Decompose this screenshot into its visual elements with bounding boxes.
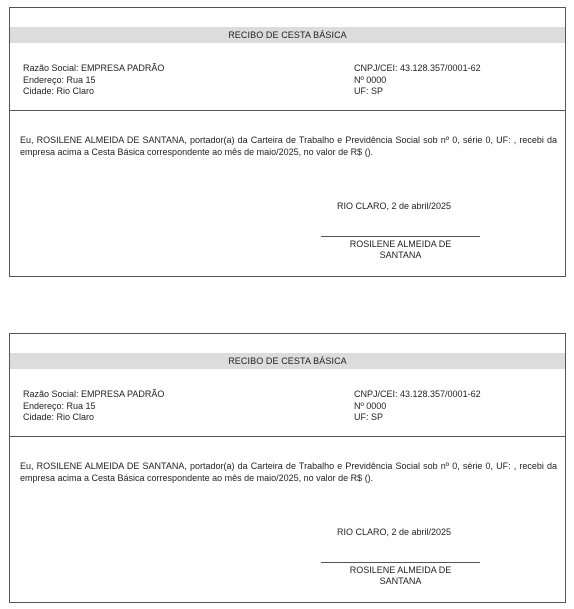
company-city: Cidade: Rio Claro [23,412,95,422]
receipt-title: RECIBO DE CESTA BÁSICA [10,353,565,369]
company-number: Nº 0000 [354,74,387,85]
company-uf: UF: SP [354,412,384,422]
company-cnpj: CNPJ/CEI: 43.128.357/0001-62 [354,389,481,399]
place-date: RIO CLARO, 2 de abril/2025 [337,527,452,537]
signature-name-line2: SANTANA [379,250,422,260]
declaration-text: Eu, ROSILENE ALMEIDA DE SANTANA, portador(a) da Carteira de Trabalho e Previdência Social sob nº 0, série 0, UF: , recebi da empresa acima a Cesta Básica correspondente ao mês de maio/2025, no valor de R$ (). [20,135,557,157]
company-name: Razão Social: EMPRESA PADRÃO [23,389,165,399]
company-city: Cidade: Rio Claro [23,86,95,96]
receipt-copy-2 [9,333,566,603]
signature-name [321,565,480,587]
company-cnpj: CNPJ/CEI: 43.128.357/0001-62 [354,63,481,73]
company-name: Razão Social: EMPRESA PADRÃO [23,63,165,73]
company-uf: UF: SP [354,86,384,96]
company-info [23,63,164,98]
signature-name-line1: ROSILENE ALMEIDA DE [349,565,452,575]
receipt-copy-1 [9,7,566,277]
company-number: Nº 0000 [354,400,387,411]
signature-line [321,236,480,237]
section-divider [10,110,565,111]
section-divider [10,436,565,437]
company-info [23,389,164,424]
signature-name-line2: SANTANA [379,576,422,586]
signature-name-line1: ROSILENE ALMEIDA DE [349,239,452,249]
declaration-text: Eu, ROSILENE ALMEIDA DE SANTANA, portador(a) da Carteira de Trabalho e Previdência Social sob nº 0, série 0, UF: , recebi da empresa acima a Cesta Básica correspondente ao mês de maio/2025, no valor de R$ (). [20,461,557,483]
company-registration [354,63,481,98]
signature-name [321,239,480,261]
company-registration [354,389,481,424]
place-date: RIO CLARO, 2 de abril/2025 [337,201,452,211]
company-address: Endereço: Rua 15 [23,400,96,411]
company-address: Endereço: Rua 15 [23,74,96,85]
receipt-title: RECIBO DE CESTA BÁSICA [10,27,565,43]
signature-line [321,562,480,563]
